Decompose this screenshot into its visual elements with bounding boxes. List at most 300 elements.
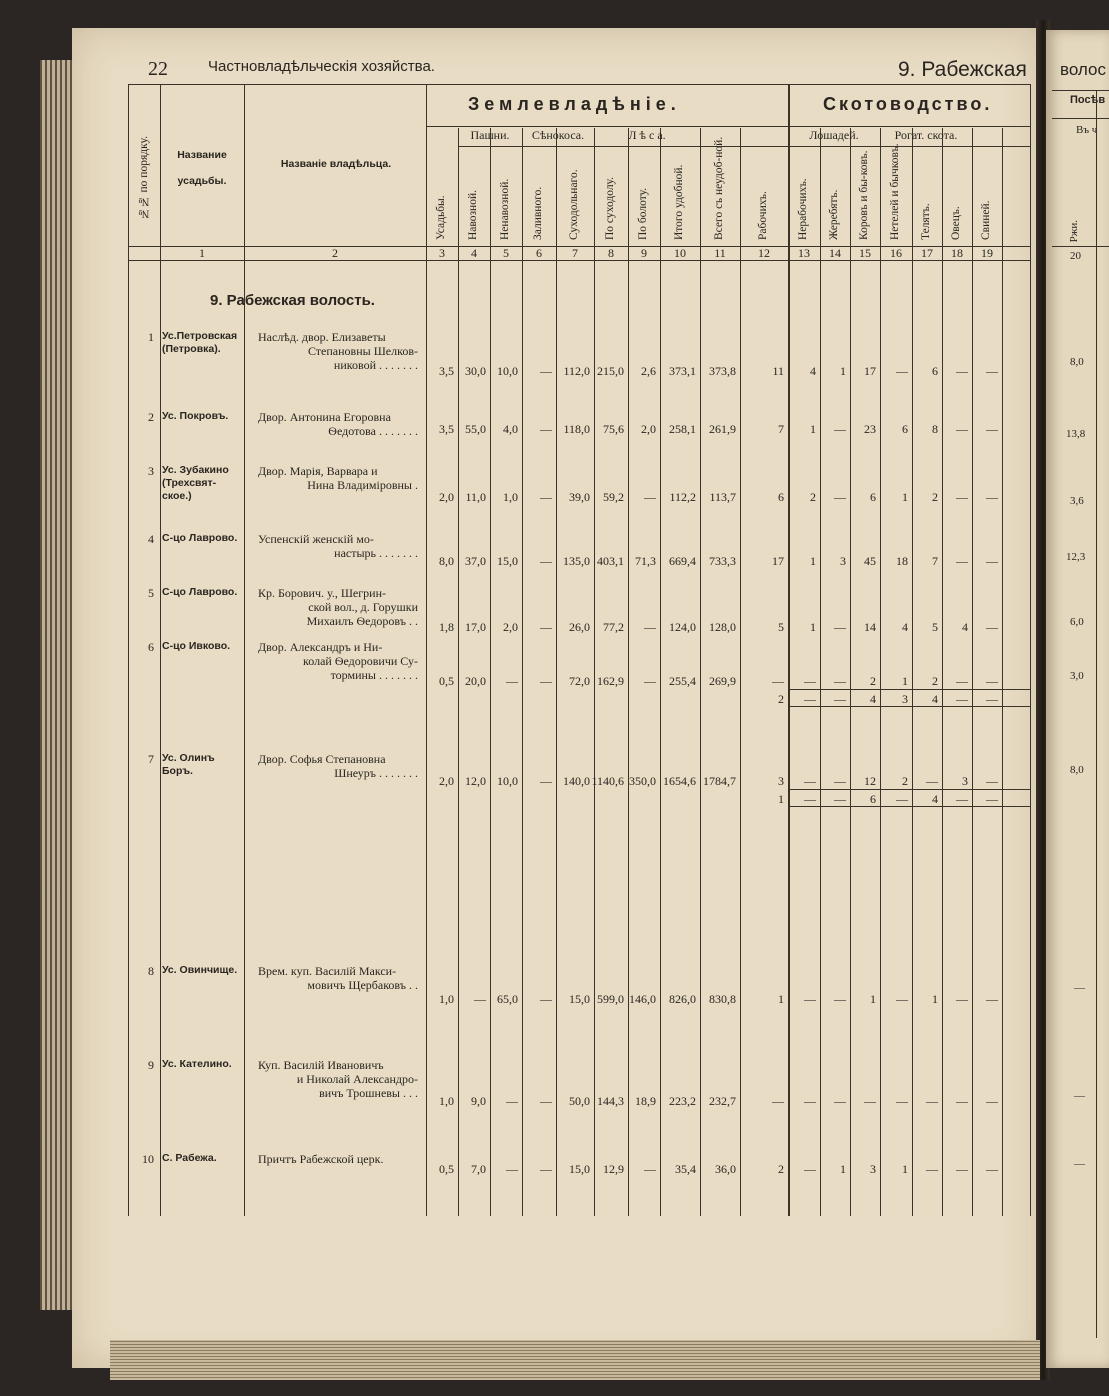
row-number: 1 [148,330,154,344]
value-cell: 1,0 [439,992,454,1006]
value-cell: 215,0 [597,364,624,378]
value-cell-secondary: — [834,692,846,706]
owner-name: Наслѣд. двор. Елизаветы [258,330,386,344]
estate-name: ское.) [162,490,192,502]
column-number: 7 [572,246,578,260]
value-cell: 6 [870,490,876,504]
right-page-subheader: Въ ч [1076,124,1098,136]
value-cell: 261,9 [709,422,736,436]
column-number: 16 [890,246,902,260]
right-page-header: Посѣв [1070,94,1106,106]
value-cell: 10,0 [497,774,518,788]
right-rye-value: — [1074,1158,1085,1170]
value-cell: — [986,422,998,436]
estate-name: С-цо Лаврово. [162,586,238,598]
value-cell: — [804,992,816,1006]
value-cell-secondary: 4 [932,692,938,706]
value-cell: 2,6 [641,364,656,378]
value-cell: 223,2 [669,1094,696,1108]
value-cell: 37,0 [465,554,486,568]
row-number: 6 [148,640,154,654]
value-cell: 39,0 [569,490,590,504]
value-cell: 15,0 [569,992,590,1006]
column-rule [942,128,943,1216]
value-cell: 2 [870,674,876,688]
column-rule [1002,128,1003,1216]
value-cell: 23 [864,422,876,436]
owner-name: Двор. Софья Степановна [258,752,386,766]
value-cell: 1654,6 [663,774,696,788]
column-rule [458,128,459,1216]
value-cell: 8 [932,422,938,436]
value-cell: 1 [810,554,816,568]
value-cell: 6 [902,422,908,436]
column-rule [556,128,557,1216]
column-number: 2 [332,246,338,260]
column-number: 3 [439,246,445,260]
value-cell: 26,0 [569,620,590,634]
column-header: Коровъ и бы-ковъ. [858,150,870,240]
column-rule [912,128,913,1216]
column-rule [660,128,661,1216]
value-cell: 2 [902,774,908,788]
column-number: 11 [714,246,726,260]
column-rule [522,128,523,1216]
value-cell: — [986,620,998,634]
row-number: 2 [148,410,154,424]
value-cell: — [804,674,816,688]
value-cell: 112,2 [669,490,696,504]
estate-name: Боръ. [162,765,193,777]
value-cell: 830,8 [709,992,736,1006]
value-cell: — [956,422,968,436]
value-cell: — [834,674,846,688]
owner-name: Михаилъ Ѳедоровъ . . [306,614,418,628]
section-title: 9. Рабежская волость. [210,292,375,309]
value-cell: 2 [810,490,816,504]
value-cell: 144,3 [597,1094,624,1108]
value-cell: 15,0 [497,554,518,568]
value-cell: 1784,7 [703,774,736,788]
estate-name: С-цо Ивково. [162,640,231,652]
value-cell: — [772,1094,784,1108]
value-cell: 1 [902,490,908,504]
value-cell: — [986,364,998,378]
column-rule [880,128,881,1216]
owner-name: мовичъ Щербаковъ . . [307,978,418,992]
column-rule [594,128,595,1216]
row-number: 5 [148,586,154,600]
value-cell: — [956,364,968,378]
column-header: Навозной. [467,190,479,240]
value-cell: 1 [902,1162,908,1176]
value-cell: — [834,422,846,436]
value-cell: — [804,1094,816,1108]
estate-name: Ус. Кателино. [162,1058,232,1070]
row-number: 7 [148,752,154,766]
value-cell: — [986,554,998,568]
column-header: Овецъ. [950,206,962,240]
value-cell: 2 [932,490,938,504]
column-header-estate: Название усадьбы. [177,149,227,187]
value-cell: 4 [902,620,908,634]
group-header-forest: Л ѣ с а. [628,128,666,142]
value-cell: 258,1 [669,422,696,436]
value-cell: 3 [962,774,968,788]
value-cell: 6 [932,364,938,378]
column-header: Заливного. [532,186,544,240]
value-cell: 733,3 [709,554,736,568]
group-rule [458,146,522,147]
value-cell: — [804,774,816,788]
estate-name: Ус.Петровская [162,330,238,342]
value-cell: 12,0 [465,774,486,788]
value-cell: 55,0 [465,422,486,436]
value-cell: 17,0 [465,620,486,634]
value-cell: 112,0 [563,364,590,378]
value-cell: 72,0 [569,674,590,688]
statistics-table [128,84,1030,1216]
estate-name: Ус. Овинчище. [162,964,238,976]
column-rule [490,128,491,1216]
value-cell: 3,5 [439,422,454,436]
value-cell: 146,0 [629,992,656,1006]
value-cell: 2,0 [503,620,518,634]
owner-name: Ѳедотова . . . . . . . [328,424,418,438]
value-cell: — [986,992,998,1006]
row-number: 8 [148,964,154,978]
value-cell: — [926,1094,938,1108]
value-cell-secondary: 4 [932,792,938,806]
column-header: Нетелей и бычковъ. [889,143,901,240]
value-cell: 9,0 [471,1094,486,1108]
value-cell: 7 [778,422,784,436]
value-cell: — [540,364,552,378]
value-cell: — [986,674,998,688]
column-header: По суходолу. [604,176,616,240]
owner-name: Двор. Марія, Варвара и [258,464,378,478]
owner-name: Успенскій женскій мо- [258,532,374,546]
value-cell: 10,0 [497,364,518,378]
value-cell-secondary: — [986,792,998,806]
column-number: 8 [608,246,614,260]
value-cell: 373,8 [709,364,736,378]
livestock-header: Скотоводство. [823,94,993,114]
column-header: Суходольнаго. [568,169,580,240]
value-cell: 71,3 [635,554,656,568]
right-page [1046,30,1109,1368]
column-number: 12 [758,246,770,260]
volost-title: 9. Рабежская [898,58,1027,81]
value-cell: — [956,554,968,568]
page-number: 22 [148,58,168,80]
value-cell: 17 [772,554,784,568]
value-cell: 1 [932,992,938,1006]
column-rule [972,128,973,1216]
value-cell: 1,0 [503,490,518,504]
row-number: 10 [142,1152,154,1166]
value-cell: — [540,554,552,568]
column-number: 5 [503,246,509,260]
row-number: 9 [148,1058,154,1072]
value-cell-secondary: 2 [778,692,784,706]
value-cell-secondary: — [986,692,998,706]
value-cell: 6 [778,490,784,504]
value-cell: 75,6 [603,422,624,436]
right-rye-value: 8,0 [1070,356,1084,368]
column-header: Итого удобной. [673,164,685,240]
value-cell-secondary: — [804,692,816,706]
column-header: Телятъ. [920,203,932,240]
column-number: 1 [199,246,205,260]
value-cell-secondary: 4 [870,692,876,706]
column-header-no: №№ по порядку. [138,136,150,220]
value-cell: — [956,1094,968,1108]
page-edge-stack [40,60,74,1310]
value-cell: 1,8 [439,620,454,634]
value-cell: 1 [840,364,846,378]
column-number: 17 [921,246,933,260]
owner-name: Кр. Борович. у., Шегрин- [258,586,387,600]
owner-name: тормины . . . . . . . [330,668,418,682]
estate-name: Ус. Покровъ. [162,410,229,422]
value-cell: 3 [778,774,784,788]
value-cell: 124,0 [669,620,696,634]
value-cell: 8,0 [439,554,454,568]
value-cell: — [956,674,968,688]
value-cell-secondary: — [834,792,846,806]
value-cell: 2 [932,674,938,688]
value-cell: 1,0 [439,1094,454,1108]
column-header: По болоту. [637,187,649,240]
value-cell: 373,1 [669,364,696,378]
value-cell: — [834,490,846,504]
column-rule [700,128,701,1216]
value-cell: 12,9 [603,1162,624,1176]
owner-name: Двор. Антонина Егоровна [258,410,391,424]
value-cell: 162,9 [597,674,624,688]
estate-name: Ус. Олинъ [162,752,215,764]
value-cell: 30,0 [465,364,486,378]
value-cell: — [896,992,908,1006]
value-cell-secondary: — [804,792,816,806]
column-rule [426,84,427,1216]
value-cell: — [540,1094,552,1108]
value-cell: 826,0 [669,992,696,1006]
column-header-owner: Названіе владѣльца. [280,158,392,170]
column-number: 10 [674,246,686,260]
right-page-title: волос [1060,60,1106,79]
value-cell: 7 [932,554,938,568]
column-header: Свиней. [980,200,992,240]
group-rule [594,146,700,147]
right-rye-value: 3,6 [1070,495,1084,507]
column-number: 6 [536,246,542,260]
value-cell: 135,0 [563,554,590,568]
value-cell: 599,0 [597,992,624,1006]
value-cell: 4,0 [503,422,518,436]
value-cell: 59,2 [603,490,624,504]
value-cell: — [506,1094,518,1108]
owner-name: Врем. куп. Василій Макси- [258,964,397,978]
group-header-horses: Лошадей. [809,128,859,142]
value-cell: 18,9 [635,1094,656,1108]
right-rye-value: 8,0 [1070,764,1084,776]
owner-name: Степановны Шелков- [307,344,418,358]
group-rule [788,146,880,147]
value-cell-secondary: 1 [778,792,784,806]
column-number: 4 [471,246,477,260]
subrow-rule [788,689,1030,690]
estate-name: (Трехсвят- [162,477,217,489]
value-cell: 11,0 [465,490,486,504]
column-header: Усадьбы. [435,195,447,240]
row-number: 4 [148,532,154,546]
estate-name: Ус. Зубакино [162,464,229,476]
group-rule [522,146,594,147]
value-cell: 1140,6 [591,774,624,788]
estate-name: С-цо Лаврово. [162,532,238,544]
value-cell: 3 [840,554,846,568]
owner-name: Куп. Василій Ивановичъ [258,1058,384,1072]
value-cell: 36,0 [715,1162,736,1176]
value-cell: — [986,490,998,504]
owner-name: настырь . . . . . . . [334,546,418,560]
value-cell: — [956,992,968,1006]
column-header: Всего съ неудоб-ной. [713,136,725,240]
value-cell: 1 [840,1162,846,1176]
value-cell: 1 [902,674,908,688]
value-cell: — [956,490,968,504]
value-cell: — [540,620,552,634]
group-header-cattle: Рогат. скота. [894,128,958,142]
value-cell: 45 [864,554,876,568]
value-cell: 350,0 [629,774,656,788]
value-cell: — [986,774,998,788]
value-cell: 118,0 [563,422,590,436]
value-cell: — [540,674,552,688]
value-cell: — [644,674,656,688]
value-cell: — [834,620,846,634]
subrow-rule [788,789,1030,790]
owner-name: и Николай Александро- [296,1072,418,1086]
column-rule [1030,84,1031,1216]
owner-name: Двор. Александръ и Ни- [258,640,383,654]
landownership-header: Землевладѣніе. [468,94,681,114]
column-rule [628,128,629,1216]
value-cell: 140,0 [563,774,590,788]
value-cell: 20,0 [465,674,486,688]
column-number: 15 [859,246,871,260]
value-cell: 12 [864,774,876,788]
column-rule [244,84,245,1216]
right-rye-value: 6,0 [1070,616,1084,628]
column-header: Жеребятъ. [828,189,840,240]
value-cell: 14 [864,620,876,634]
value-cell: 77,2 [603,620,624,634]
value-cell-secondary: 3 [902,692,908,706]
column-rule [850,128,851,1216]
value-cell: — [474,992,486,1006]
value-cell: — [540,1162,552,1176]
value-cell-secondary: — [956,692,968,706]
value-cell: 18 [896,554,908,568]
value-cell: 1 [810,422,816,436]
value-cell: 3,5 [439,364,454,378]
column-header: Ненавозной. [499,178,511,240]
value-cell: — [540,992,552,1006]
value-cell: — [506,1162,518,1176]
column-number: 19 [981,246,993,260]
value-cell: 15,0 [569,1162,590,1176]
value-cell: 255,4 [669,674,696,688]
value-cell: 35,4 [675,1162,696,1176]
value-cell: 669,4 [669,554,696,568]
value-cell: — [864,1094,876,1108]
running-title: Частновладѣльческія хозяйства. [208,58,435,75]
page-bottom-stack [110,1340,1040,1380]
value-cell: — [896,364,908,378]
column-number: 9 [641,246,647,260]
value-cell: — [804,1162,816,1176]
owner-name: никовой . . . . . . . [333,358,418,372]
owner-name: ской вол., д. Горушки [308,600,418,614]
value-cell: — [834,992,846,1006]
right-page-column-number: 20 [1070,250,1081,262]
value-cell: 128,0 [709,620,736,634]
column-number: 18 [951,246,963,260]
value-cell: 3 [870,1162,876,1176]
value-cell: 1 [810,620,816,634]
value-cell: 0,5 [439,1162,454,1176]
column-rule [820,128,821,1216]
value-cell: — [956,1162,968,1176]
header-rule [128,84,1030,85]
owner-name: колай Ѳедоровичи Су- [303,654,418,668]
column-rule [740,128,741,1216]
value-cell: 5 [778,620,784,634]
value-cell: 17 [864,364,876,378]
column-number: 13 [798,246,810,260]
value-cell-secondary: — [956,792,968,806]
value-cell: 113,7 [709,490,736,504]
value-cell: — [644,490,656,504]
estate-name: С. Рабежа. [162,1152,217,1164]
value-cell: 2,0 [439,774,454,788]
value-cell: 5 [932,620,938,634]
value-cell: 269,9 [709,674,736,688]
right-rye-value: 3,0 [1070,670,1084,682]
estate-name: (Петровка). [162,343,221,355]
right-rye-value: — [1074,1090,1085,1102]
column-header: Нерабочихъ. [797,178,809,240]
right-rye-value: 12,3 [1066,551,1086,563]
value-cell: — [540,422,552,436]
right-rye-value: — [1074,982,1085,994]
value-cell: — [540,490,552,504]
value-cell: 1 [870,992,876,1006]
right-rye-value: 13,8 [1066,428,1086,440]
value-cell: — [834,774,846,788]
value-cell: 11 [772,364,784,378]
column-rule [160,84,161,1216]
value-cell: — [926,774,938,788]
value-cell: 0,5 [439,674,454,688]
value-cell: — [644,620,656,634]
subrow-rule [788,706,1030,707]
owner-name: Шнеуръ . . . . . . . [334,766,418,780]
owner-name: вичъ Трошневы . . . [319,1086,418,1100]
